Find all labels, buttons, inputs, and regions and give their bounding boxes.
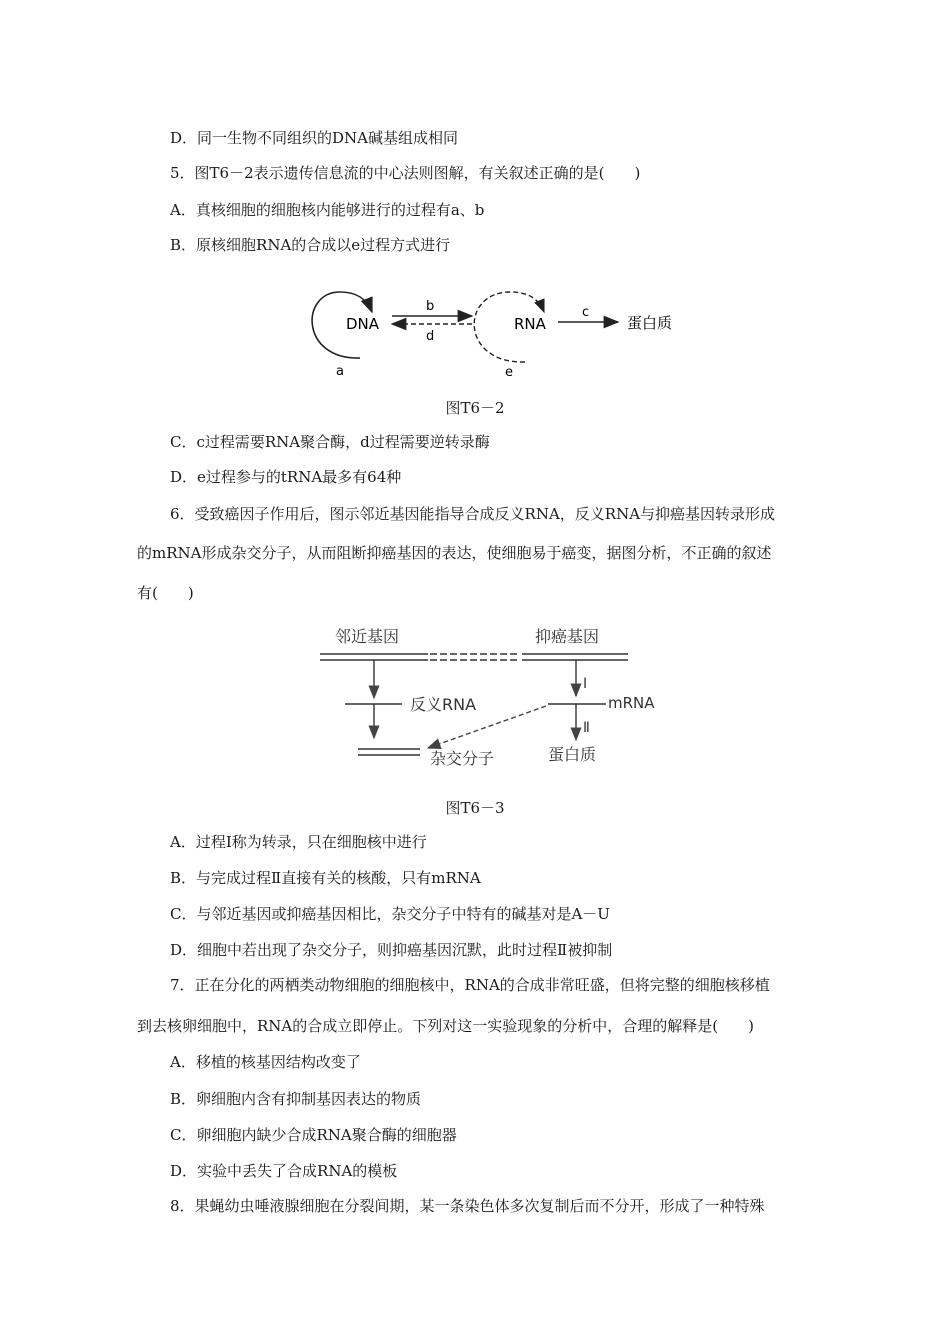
question-7-line2: 到去核卵细胞中，RNA的合成立即停止。下列对这一实验现象的分析中，合理的解释是( ): [137, 1017, 754, 1035]
option-5a: A．真核细胞的细胞核内能够进行的过程有a、b: [170, 201, 485, 219]
label-step-1: Ⅰ: [583, 676, 588, 692]
question-7-line1: 7．正在分化的两栖类动物细胞的细胞核中，RNA的合成非常旺盛，但将完整的细胞核移植: [170, 976, 770, 994]
label-neighbor-gene: 邻近基因: [335, 627, 400, 646]
question-5: 5．图T6－2表示遗传信息流的中心法则图解，有关叙述正确的是( ): [170, 164, 641, 182]
label-protein-2: 蛋白质: [548, 745, 597, 764]
option-7c: C．卵细胞内缺少合成RNA聚合酶的细胞器: [170, 1126, 457, 1144]
option-6a: A．过程Ⅰ称为转录，只在细胞核中进行: [170, 833, 427, 851]
option-6c: C．与邻近基因或抑癌基因相比，杂交分子中特有的碱基对是A－U: [170, 905, 610, 923]
option-5c: C．c过程需要RNA聚合酶，d过程需要逆转录酶: [170, 433, 490, 451]
option-7b: B．卵细胞内含有抑制基因表达的物质: [170, 1090, 422, 1108]
label-c: c: [582, 305, 590, 320]
option-7a: A．移植的核基因结构改变了: [170, 1053, 361, 1071]
label-protein: 蛋白质: [627, 314, 673, 332]
label-step-2: Ⅱ: [583, 720, 590, 736]
option-4d: D．同一生物不同组织的DNA碱基组成相同: [170, 129, 459, 147]
figure-t6-2-caption: 图T6－2: [445, 399, 505, 417]
question-8-line1: 8．果蝇幼虫唾液腺细胞在分裂间期，某一条染色体多次复制后而不分开，形成了一种特殊: [170, 1197, 765, 1215]
option-5d: D．e过程参与的tRNA最多有64种: [170, 468, 402, 486]
label-hybrid: 杂交分子: [430, 749, 495, 768]
label-b: b: [426, 299, 435, 314]
question-6-line3: 有( ): [137, 584, 194, 602]
option-7d: D．实验中丢失了合成RNA的模板: [170, 1162, 398, 1180]
label-e: e: [505, 365, 513, 380]
option-5b: B．原核细胞RNA的合成以e过程方式进行: [170, 236, 451, 254]
label-rna: RNA: [514, 315, 546, 333]
label-a: a: [336, 364, 344, 379]
label-d: d: [426, 329, 435, 344]
question-6-line2: 的mRNA形成杂交分子，从而阻断抑癌基因的表达，使细胞易于癌变，据图分析，不正确的叙述: [137, 544, 772, 562]
figure-t6-3-caption: 图T6－3: [445, 799, 505, 817]
option-6d: D．细胞中若出现了杂交分子，则抑癌基因沉默，此时过程Ⅱ被抑制: [170, 941, 613, 959]
label-suppressor-gene: 抑癌基因: [535, 627, 600, 646]
label-dna: DNA: [346, 315, 380, 333]
figure-t6-3: [310, 620, 680, 780]
figure-t6-2: [300, 280, 700, 385]
option-6b: B．与完成过程Ⅱ直接有关的核酸，只有mRNA: [170, 869, 481, 887]
label-mrna: mRNA: [608, 694, 655, 712]
question-6-line1: 6．受致癌因子作用后，图示邻近基因能指导合成反义RNA，反义RNA与抑癌基因转录形成: [170, 505, 776, 523]
label-antisense-rna: 反义RNA: [410, 695, 477, 714]
